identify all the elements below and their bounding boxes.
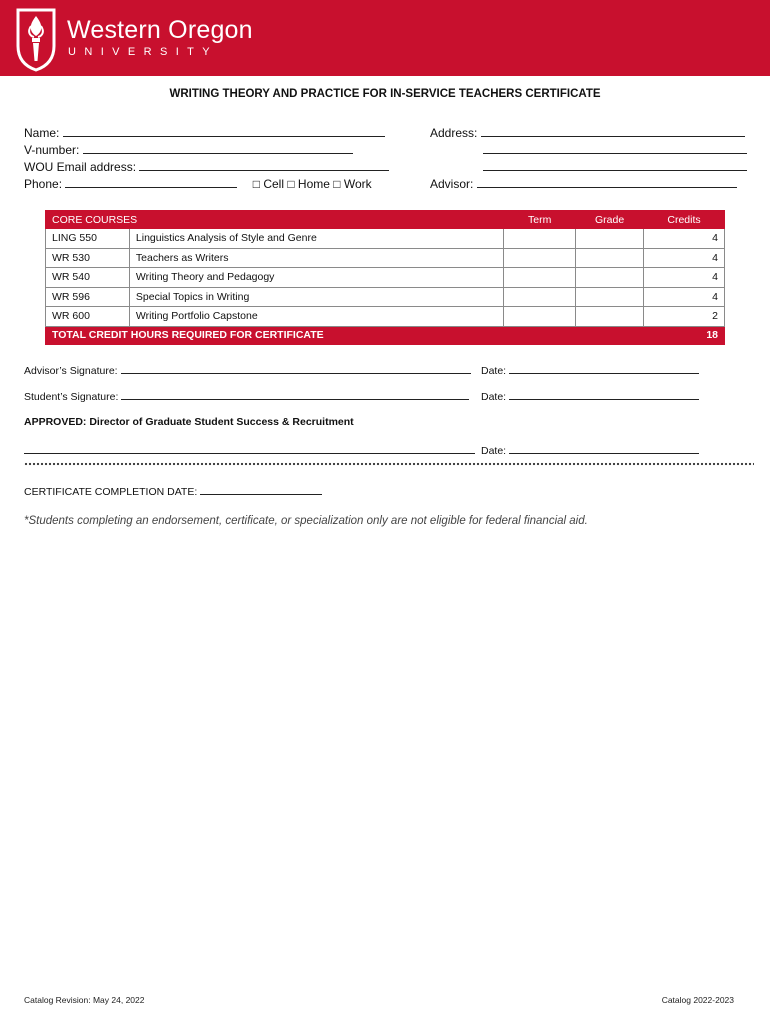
date-label: Date: xyxy=(481,445,507,457)
table-row xyxy=(46,307,725,327)
course-title: Teachers as Writers xyxy=(129,248,503,268)
course-code: WR 596 xyxy=(46,287,130,307)
total-credits: 18 xyxy=(644,326,725,344)
course-code: WR 530 xyxy=(46,248,130,268)
approved-label: APPROVED: Director of Graduate Student Success & Recruitment xyxy=(24,416,354,428)
term-cell[interactable] xyxy=(504,268,576,288)
vnumber-field[interactable] xyxy=(24,141,353,158)
core-courses-header: CORE COURSES xyxy=(46,211,504,229)
course-credits: 4 xyxy=(644,248,725,268)
address-line-1[interactable] xyxy=(481,124,745,137)
table-row xyxy=(46,229,725,249)
grade-cell[interactable] xyxy=(576,307,644,327)
table-row xyxy=(46,268,725,288)
total-label: TOTAL CREDIT HOURS REQUIRED FOR CERTIFICATE xyxy=(46,326,644,344)
date-label: Date: xyxy=(481,365,507,377)
student-date-line[interactable] xyxy=(509,389,699,400)
credits-header: Credits xyxy=(644,211,725,229)
advisor-date-field[interactable] xyxy=(481,363,699,377)
advisor-line[interactable] xyxy=(477,175,737,188)
address-line-3-field[interactable] xyxy=(483,158,747,175)
course-title: Linguistics Analysis of Style and Genre xyxy=(129,229,503,249)
course-credits: 4 xyxy=(644,268,725,288)
dotted-divider xyxy=(24,462,754,466)
term-cell[interactable] xyxy=(504,287,576,307)
completion-date-field[interactable] xyxy=(24,484,322,498)
address-line-3[interactable] xyxy=(483,158,747,171)
address-line-2-field[interactable] xyxy=(483,141,747,158)
torch-shield-icon xyxy=(14,6,58,72)
course-credits: 4 xyxy=(644,287,725,307)
total-row xyxy=(46,326,725,344)
course-title: Writing Portfolio Capstone xyxy=(129,307,503,327)
director-date-line[interactable] xyxy=(509,443,699,454)
director-signature-field[interactable] xyxy=(24,443,475,457)
term-header: Term xyxy=(504,211,576,229)
advisor-signature-field[interactable] xyxy=(24,363,471,377)
course-credits: 4 xyxy=(644,229,725,249)
grade-cell[interactable] xyxy=(576,229,644,249)
address-field[interactable] xyxy=(430,124,745,141)
address-label: Address: xyxy=(430,126,478,140)
student-date-field[interactable] xyxy=(481,389,699,403)
phone-line[interactable] xyxy=(65,175,237,188)
catalog-revision: Catalog Revision: May 24, 2022 xyxy=(24,995,145,1005)
grade-cell[interactable] xyxy=(576,268,644,288)
course-code: WR 540 xyxy=(46,268,130,288)
header-banner xyxy=(0,0,770,76)
advisor-field[interactable] xyxy=(430,175,737,192)
catalog-year: Catalog 2022-2023 xyxy=(661,995,734,1005)
course-code: LING 550 xyxy=(46,229,130,249)
term-cell[interactable] xyxy=(504,248,576,268)
phone-field[interactable] xyxy=(24,175,372,192)
course-code: WR 600 xyxy=(46,307,130,327)
completion-date-label: CERTIFICATE COMPLETION DATE: xyxy=(24,486,198,498)
table-row xyxy=(46,248,725,268)
director-signature-line[interactable] xyxy=(24,443,475,454)
brand-name: Western Oregon xyxy=(67,16,253,44)
date-label: Date: xyxy=(481,391,507,403)
table-header-row xyxy=(46,211,725,229)
advisor-date-line[interactable] xyxy=(509,363,699,374)
email-field[interactable] xyxy=(24,158,389,175)
email-label: WOU Email address: xyxy=(24,160,137,174)
course-title: Special Topics in Writing xyxy=(129,287,503,307)
name-label: Name: xyxy=(24,126,60,140)
financial-aid-note: *Students completing an endorsement, certificate, or specialization only are not eligible for federal financial aid. xyxy=(24,515,588,527)
email-line[interactable] xyxy=(139,158,389,171)
course-credits: 2 xyxy=(644,307,725,327)
phone-label: Phone: xyxy=(24,177,63,191)
vnumber-label: V-number: xyxy=(24,143,80,157)
grade-cell[interactable] xyxy=(576,248,644,268)
term-cell[interactable] xyxy=(504,307,576,327)
brand-subtitle: UNIVERSITY xyxy=(68,46,219,58)
director-date-field[interactable] xyxy=(481,443,699,457)
table-row xyxy=(46,287,725,307)
vnumber-line[interactable] xyxy=(83,141,353,154)
core-courses-table xyxy=(45,210,725,345)
address-line-2[interactable] xyxy=(483,141,747,154)
advisor-signature-line[interactable] xyxy=(121,363,471,374)
name-line[interactable] xyxy=(63,124,385,137)
course-title: Writing Theory and Pedagogy xyxy=(129,268,503,288)
student-signature-field[interactable] xyxy=(24,389,469,403)
student-signature-line[interactable] xyxy=(121,389,469,400)
grade-cell[interactable] xyxy=(576,287,644,307)
phone-type-options[interactable]: □ Cell □ Home □ Work xyxy=(252,177,372,191)
completion-date-line[interactable] xyxy=(200,484,322,495)
term-cell[interactable] xyxy=(504,229,576,249)
name-field[interactable] xyxy=(24,124,385,141)
form-title: WRITING THEORY AND PRACTICE FOR IN-SERVICE TEACHERS CERTIFICATE xyxy=(169,88,601,100)
grade-header: Grade xyxy=(576,211,644,229)
advisor-label: Advisor: xyxy=(430,177,474,191)
student-signature-label: Student’s Signature: xyxy=(24,391,119,403)
advisor-signature-label: Advisor’s Signature: xyxy=(24,365,118,377)
